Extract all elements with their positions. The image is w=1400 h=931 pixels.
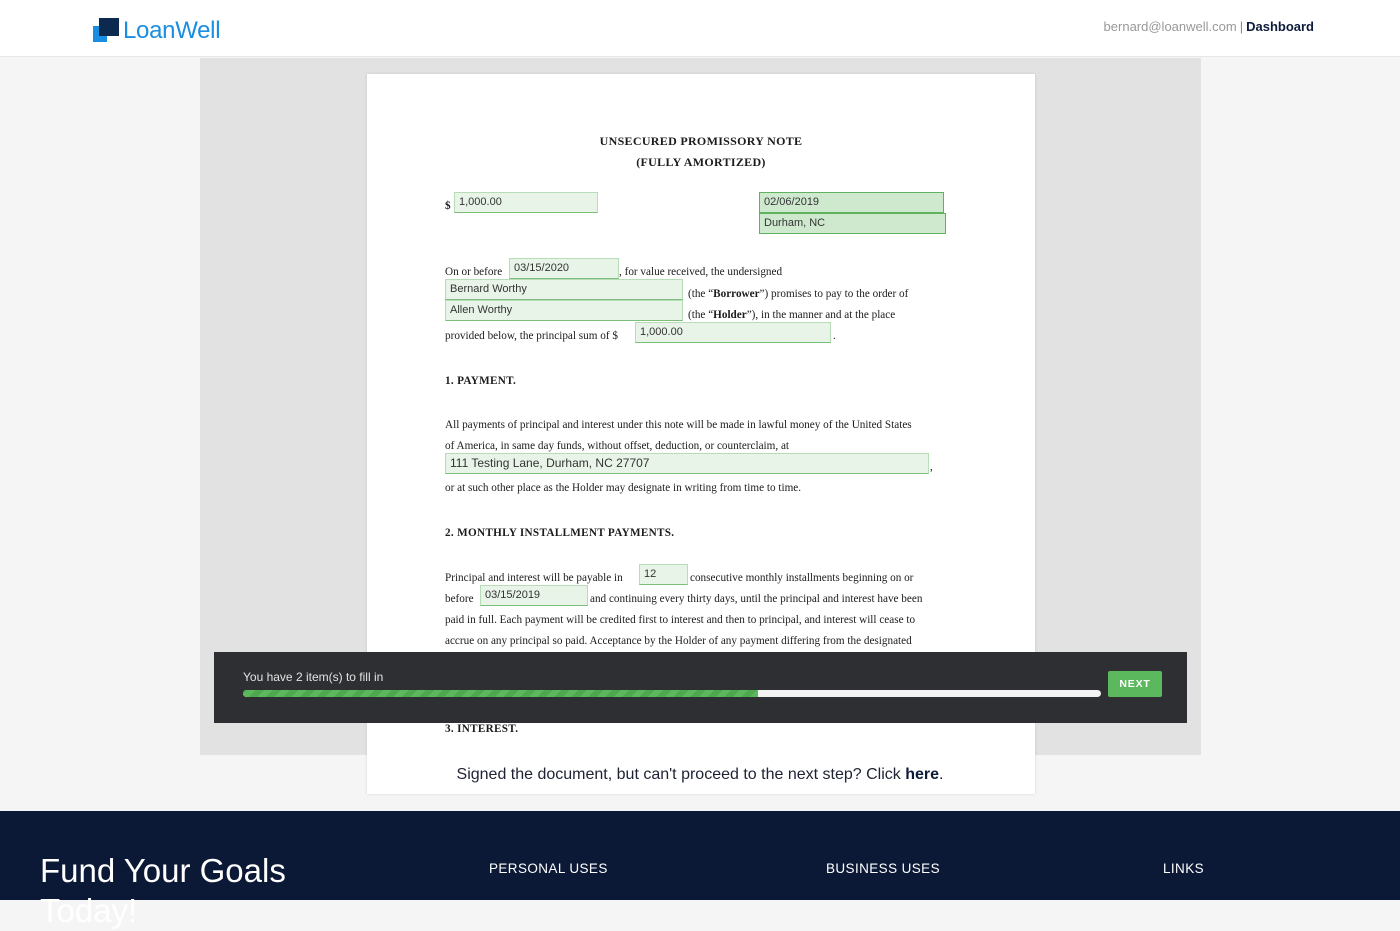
footer-business-uses[interactable]: BUSINESS USES	[826, 861, 940, 876]
before-text: before	[445, 593, 474, 605]
date-field[interactable]: 02/06/2019	[759, 192, 944, 213]
install-text-2: consecutive monthly installments beginning on or	[690, 572, 914, 584]
start-date-field[interactable]: 03/15/2019	[480, 585, 588, 606]
installments-field[interactable]: 12	[639, 564, 688, 585]
due-date-field[interactable]: 03/15/2020	[509, 258, 619, 279]
logo-mark-icon	[93, 18, 119, 44]
for-value-text: , for value received, the undersigned	[619, 266, 783, 278]
section-2-title: 2. MONTHLY INSTALLMENT PAYMENTS.	[445, 527, 675, 539]
user-email: bernard@loanwell.com	[1103, 19, 1237, 34]
payment-line-1: All payments of principal and interest under this note will be made in lawful money of the United States	[445, 419, 912, 431]
logo[interactable]	[93, 17, 220, 45]
principal-period: .	[833, 330, 836, 342]
nav-separator: |	[1239, 19, 1244, 34]
address-comma: ,	[930, 461, 933, 473]
progress-bar	[243, 690, 1101, 697]
holder-field[interactable]: Allen Worthy	[445, 300, 683, 321]
principal-field[interactable]: 1,000.00	[635, 322, 831, 343]
dashboard-link[interactable]: Dashboard	[1246, 19, 1314, 34]
dollar-sign: $	[445, 200, 451, 212]
help-link[interactable]: here	[905, 766, 939, 783]
borrower-clause: (the “Borrower”) promises to pay to the order of	[688, 288, 909, 300]
logo-text: LoanWell	[123, 17, 221, 44]
install-text-1: Principal and interest will be payable in	[445, 572, 623, 584]
install-text-3: and continuing every thirty days, until the principal and interest have been	[590, 593, 923, 605]
help-text	[0, 766, 1400, 784]
progress-panel	[214, 652, 1187, 723]
holder-clause: (the “Holder”), in the manner and at the place	[688, 309, 896, 321]
document-subtitle: (FULLY AMORTIZED)	[636, 155, 766, 169]
amount-field[interactable]: 1,000.00	[454, 192, 598, 213]
install-line-4: accrue on any principal so paid. Acceptance by the Holder of any payment differing from the designated	[445, 635, 912, 647]
payment-line-2: of America, in same day funds, without offset, deduction, or counterclaim, at	[445, 440, 790, 452]
borrower-field[interactable]: Bernard Worthy	[445, 279, 683, 300]
on-or-before-text: On or before	[445, 266, 503, 278]
progress-fill	[243, 690, 758, 697]
top-header	[0, 0, 1400, 57]
footer-personal-uses[interactable]: PERSONAL USES	[489, 861, 608, 876]
payment-line-3: or at such other place as the Holder may designate in writing from time to time.	[445, 482, 802, 494]
install-line-3: paid in full. Each payment will be credited first to interest and then to principal, and interest will cease to	[445, 614, 916, 626]
footer-headline: Fund Your Goals Today!	[40, 852, 286, 929]
location-field[interactable]: Durham, NC	[759, 213, 946, 234]
section-1-title: 1. PAYMENT.	[445, 375, 517, 387]
footer	[0, 811, 1400, 929]
section-3-title: 3. INTEREST.	[445, 723, 519, 735]
address-field[interactable]: 111 Testing Lane, Durham, NC 27707	[445, 453, 929, 474]
help-message: Signed the document, but can't proceed to the next step? Click	[456, 766, 906, 783]
footer-links[interactable]: LINKS	[1163, 861, 1205, 876]
user-nav	[1104, 19, 1314, 34]
help-period: .	[939, 766, 944, 783]
document-title: UNSECURED PROMISSORY NOTE	[599, 134, 803, 148]
document-viewer[interactable]	[200, 58, 1201, 755]
progress-label: You have 2 item(s) to fill in	[243, 670, 384, 684]
principal-text: provided below, the principal sum of $	[445, 330, 618, 342]
next-button[interactable]: NEXT	[1108, 671, 1162, 697]
